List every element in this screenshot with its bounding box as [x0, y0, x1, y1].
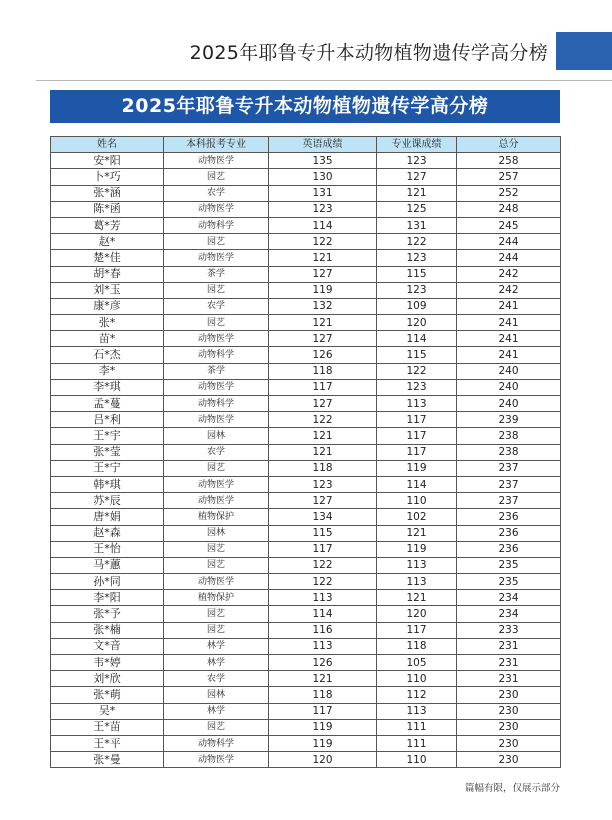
major-cell: 动物科学	[164, 735, 269, 751]
major-score-cell: 120	[377, 606, 457, 622]
table-row	[51, 622, 561, 638]
table-row	[51, 606, 561, 622]
name-cell: 苗*	[51, 331, 164, 347]
english-score-cell: 115	[269, 525, 377, 541]
name-cell: 张*予	[51, 606, 164, 622]
english-score-cell: 121	[269, 671, 377, 687]
major-score-cell: 123	[377, 379, 457, 395]
major-cell: 园艺	[164, 169, 269, 185]
major-cell: 动物医学	[164, 379, 269, 395]
major-score-cell: 113	[377, 557, 457, 573]
major-cell: 动物医学	[164, 412, 269, 428]
name-cell: 张*曼	[51, 752, 164, 768]
table-row	[51, 703, 561, 719]
major-cell: 林学	[164, 655, 269, 671]
table-row	[51, 509, 561, 525]
total-score-cell: 237	[457, 493, 561, 509]
major-cell: 农学	[164, 671, 269, 687]
major-cell: 林学	[164, 638, 269, 654]
english-score-cell: 119	[269, 719, 377, 735]
name-cell: 李*	[51, 363, 164, 379]
table-row	[51, 315, 561, 331]
column-header: 专业课成绩	[377, 137, 457, 153]
name-cell: 刘*玉	[51, 282, 164, 298]
major-cell: 茶学	[164, 266, 269, 282]
major-cell: 植物保护	[164, 590, 269, 606]
english-score-cell: 118	[269, 363, 377, 379]
major-score-cell: 111	[377, 735, 457, 751]
english-score-cell: 131	[269, 185, 377, 201]
total-score-cell: 240	[457, 396, 561, 412]
table-row	[51, 493, 561, 509]
major-score-cell: 122	[377, 234, 457, 250]
major-cell: 动物医学	[164, 153, 269, 169]
total-score-cell: 258	[457, 153, 561, 169]
english-score-cell: 134	[269, 509, 377, 525]
english-score-cell: 132	[269, 298, 377, 314]
name-cell: 张*萌	[51, 687, 164, 703]
total-score-cell: 242	[457, 266, 561, 282]
column-header: 本科报考专业	[164, 137, 269, 153]
name-cell: 赵*	[51, 234, 164, 250]
major-score-cell: 111	[377, 719, 457, 735]
major-score-cell: 115	[377, 347, 457, 363]
table-row	[51, 234, 561, 250]
english-score-cell: 118	[269, 687, 377, 703]
total-score-cell: 248	[457, 201, 561, 217]
major-score-cell: 121	[377, 590, 457, 606]
table-row	[51, 719, 561, 735]
name-cell: 安*阳	[51, 153, 164, 169]
total-score-cell: 241	[457, 347, 561, 363]
total-score-cell: 239	[457, 412, 561, 428]
name-cell: 苏*辰	[51, 493, 164, 509]
major-score-cell: 123	[377, 250, 457, 266]
english-score-cell: 116	[269, 622, 377, 638]
name-cell: 石*杰	[51, 347, 164, 363]
english-score-cell: 117	[269, 379, 377, 395]
major-score-cell: 113	[377, 396, 457, 412]
major-score-cell: 113	[377, 703, 457, 719]
total-score-cell: 238	[457, 444, 561, 460]
name-cell: 李*阳	[51, 590, 164, 606]
major-cell: 农学	[164, 298, 269, 314]
english-score-cell: 113	[269, 590, 377, 606]
major-score-cell: 123	[377, 282, 457, 298]
major-score-cell: 121	[377, 525, 457, 541]
name-cell: 赵*森	[51, 525, 164, 541]
total-score-cell: 237	[457, 476, 561, 492]
major-score-cell: 113	[377, 574, 457, 590]
name-cell: 张*楠	[51, 622, 164, 638]
english-score-cell: 119	[269, 282, 377, 298]
table-row	[51, 655, 561, 671]
total-score-cell: 230	[457, 719, 561, 735]
english-score-cell: 118	[269, 460, 377, 476]
total-score-cell: 230	[457, 752, 561, 768]
total-score-cell: 257	[457, 169, 561, 185]
name-cell: 楚*佳	[51, 250, 164, 266]
name-cell: 张*涵	[51, 185, 164, 201]
table-row	[51, 185, 561, 201]
table-row	[51, 201, 561, 217]
major-score-cell: 118	[377, 638, 457, 654]
name-cell: 王*宁	[51, 460, 164, 476]
score-table-body	[51, 153, 561, 768]
total-score-cell: 234	[457, 606, 561, 622]
major-score-cell: 131	[377, 217, 457, 233]
english-score-cell: 121	[269, 428, 377, 444]
major-score-cell: 115	[377, 266, 457, 282]
major-score-cell: 110	[377, 671, 457, 687]
name-cell: 葛*芳	[51, 217, 164, 233]
total-score-cell: 240	[457, 379, 561, 395]
english-score-cell: 122	[269, 574, 377, 590]
major-cell: 动物医学	[164, 201, 269, 217]
english-score-cell: 127	[269, 266, 377, 282]
major-score-cell: 117	[377, 412, 457, 428]
major-score-cell: 121	[377, 185, 457, 201]
name-cell: 李*琪	[51, 379, 164, 395]
major-cell: 茶学	[164, 363, 269, 379]
column-header: 姓名	[51, 137, 164, 153]
table-row	[51, 153, 561, 169]
table-row	[51, 331, 561, 347]
major-cell: 园林	[164, 525, 269, 541]
score-table-header	[51, 137, 561, 153]
total-score-cell: 235	[457, 557, 561, 573]
table-row	[51, 476, 561, 492]
major-score-cell: 102	[377, 509, 457, 525]
major-score-cell: 119	[377, 460, 457, 476]
major-cell: 动物科学	[164, 217, 269, 233]
major-cell: 园艺	[164, 282, 269, 298]
major-cell: 动物医学	[164, 752, 269, 768]
table-row	[51, 541, 561, 557]
name-cell: 刘*欣	[51, 671, 164, 687]
major-cell: 动物医学	[164, 574, 269, 590]
major-cell: 农学	[164, 185, 269, 201]
major-cell: 园艺	[164, 606, 269, 622]
major-cell: 园艺	[164, 234, 269, 250]
english-score-cell: 123	[269, 476, 377, 492]
major-score-cell: 117	[377, 444, 457, 460]
total-score-cell: 236	[457, 509, 561, 525]
major-cell: 园艺	[164, 315, 269, 331]
english-score-cell: 127	[269, 331, 377, 347]
table-row	[51, 671, 561, 687]
name-cell: 吴*	[51, 703, 164, 719]
major-cell: 园林	[164, 428, 269, 444]
english-score-cell: 130	[269, 169, 377, 185]
major-score-cell: 123	[377, 153, 457, 169]
table-row	[51, 444, 561, 460]
name-cell: 韩*琪	[51, 476, 164, 492]
name-cell: 张*	[51, 315, 164, 331]
name-cell: 王*苗	[51, 719, 164, 735]
table-row	[51, 638, 561, 654]
total-score-cell: 241	[457, 298, 561, 314]
name-cell: 张*莹	[51, 444, 164, 460]
total-score-cell: 230	[457, 735, 561, 751]
major-score-cell: 117	[377, 622, 457, 638]
total-score-cell: 231	[457, 638, 561, 654]
major-score-cell: 117	[377, 428, 457, 444]
major-score-cell: 120	[377, 315, 457, 331]
english-score-cell: 121	[269, 250, 377, 266]
major-score-cell: 125	[377, 201, 457, 217]
total-score-cell: 235	[457, 574, 561, 590]
english-score-cell: 117	[269, 703, 377, 719]
english-score-cell: 119	[269, 735, 377, 751]
name-cell: 康*彦	[51, 298, 164, 314]
total-score-cell: 242	[457, 282, 561, 298]
table-row	[51, 266, 561, 282]
table-row	[51, 379, 561, 395]
name-cell: 唐*娟	[51, 509, 164, 525]
header-divider	[36, 80, 612, 81]
english-score-cell: 127	[269, 396, 377, 412]
name-cell: 胡*春	[51, 266, 164, 282]
total-score-cell: 252	[457, 185, 561, 201]
english-score-cell: 113	[269, 638, 377, 654]
page-header-title: 2025年耶鲁专升本动物植物遗传学高分榜	[189, 42, 548, 64]
english-score-cell: 127	[269, 493, 377, 509]
table-row	[51, 217, 561, 233]
total-score-cell: 241	[457, 315, 561, 331]
major-cell: 园艺	[164, 541, 269, 557]
total-score-cell: 244	[457, 234, 561, 250]
major-score-cell: 119	[377, 541, 457, 557]
table-row	[51, 590, 561, 606]
table-row	[51, 428, 561, 444]
table-row	[51, 347, 561, 363]
english-score-cell: 122	[269, 412, 377, 428]
name-cell: 孟*蔓	[51, 396, 164, 412]
name-cell: 王*宇	[51, 428, 164, 444]
table-row	[51, 687, 561, 703]
major-cell: 动物医学	[164, 493, 269, 509]
major-cell: 园林	[164, 687, 269, 703]
major-score-cell: 110	[377, 493, 457, 509]
major-score-cell: 109	[377, 298, 457, 314]
table-row	[51, 752, 561, 768]
major-cell: 动物科学	[164, 396, 269, 412]
major-score-cell: 105	[377, 655, 457, 671]
major-cell: 动物医学	[164, 250, 269, 266]
english-score-cell: 126	[269, 655, 377, 671]
english-score-cell: 121	[269, 315, 377, 331]
table-row	[51, 363, 561, 379]
english-score-cell: 122	[269, 234, 377, 250]
english-score-cell: 122	[269, 557, 377, 573]
major-score-cell: 122	[377, 363, 457, 379]
total-score-cell: 244	[457, 250, 561, 266]
total-score-cell: 230	[457, 703, 561, 719]
total-score-cell: 240	[457, 363, 561, 379]
major-cell: 植物保护	[164, 509, 269, 525]
score-table	[50, 136, 561, 768]
english-score-cell: 121	[269, 444, 377, 460]
table-row	[51, 412, 561, 428]
total-score-cell: 236	[457, 541, 561, 557]
table-title-banner: 2025年耶鲁专升本动物植物遗传学高分榜	[50, 90, 560, 123]
total-score-cell: 237	[457, 460, 561, 476]
major-cell: 林学	[164, 703, 269, 719]
footnote: 篇幅有限，仅展示部分	[464, 783, 560, 794]
table-row	[51, 460, 561, 476]
total-score-cell: 231	[457, 671, 561, 687]
english-score-cell: 114	[269, 606, 377, 622]
total-score-cell: 233	[457, 622, 561, 638]
table-row	[51, 735, 561, 751]
major-score-cell: 114	[377, 476, 457, 492]
total-score-cell: 231	[457, 655, 561, 671]
name-cell: 马*蕙	[51, 557, 164, 573]
major-cell: 农学	[164, 444, 269, 460]
column-header: 英语成绩	[269, 137, 377, 153]
column-header: 总分	[457, 137, 561, 153]
name-cell: 韦*婷	[51, 655, 164, 671]
table-row	[51, 396, 561, 412]
table-row	[51, 169, 561, 185]
header-accent-block	[556, 32, 612, 70]
total-score-cell: 238	[457, 428, 561, 444]
table-header-row	[51, 137, 561, 153]
total-score-cell: 241	[457, 331, 561, 347]
major-cell: 园艺	[164, 719, 269, 735]
english-score-cell: 120	[269, 752, 377, 768]
table-row	[51, 557, 561, 573]
total-score-cell: 236	[457, 525, 561, 541]
english-score-cell: 114	[269, 217, 377, 233]
major-score-cell: 127	[377, 169, 457, 185]
table-row	[51, 282, 561, 298]
major-score-cell: 110	[377, 752, 457, 768]
major-cell: 园艺	[164, 622, 269, 638]
name-cell: 孙*同	[51, 574, 164, 590]
total-score-cell: 230	[457, 687, 561, 703]
name-cell: 王*平	[51, 735, 164, 751]
major-cell: 动物科学	[164, 347, 269, 363]
english-score-cell: 126	[269, 347, 377, 363]
english-score-cell: 117	[269, 541, 377, 557]
table-row	[51, 574, 561, 590]
major-cell: 园艺	[164, 460, 269, 476]
table-row	[51, 525, 561, 541]
major-score-cell: 112	[377, 687, 457, 703]
name-cell: 陈*函	[51, 201, 164, 217]
table-row	[51, 250, 561, 266]
major-cell: 动物医学	[164, 476, 269, 492]
total-score-cell: 245	[457, 217, 561, 233]
table-row	[51, 298, 561, 314]
major-score-cell: 114	[377, 331, 457, 347]
major-cell: 动物医学	[164, 331, 269, 347]
name-cell: 王*怡	[51, 541, 164, 557]
english-score-cell: 135	[269, 153, 377, 169]
name-cell: 吕*利	[51, 412, 164, 428]
major-cell: 园艺	[164, 557, 269, 573]
name-cell: 文*音	[51, 638, 164, 654]
total-score-cell: 234	[457, 590, 561, 606]
name-cell: 卜*巧	[51, 169, 164, 185]
english-score-cell: 123	[269, 201, 377, 217]
